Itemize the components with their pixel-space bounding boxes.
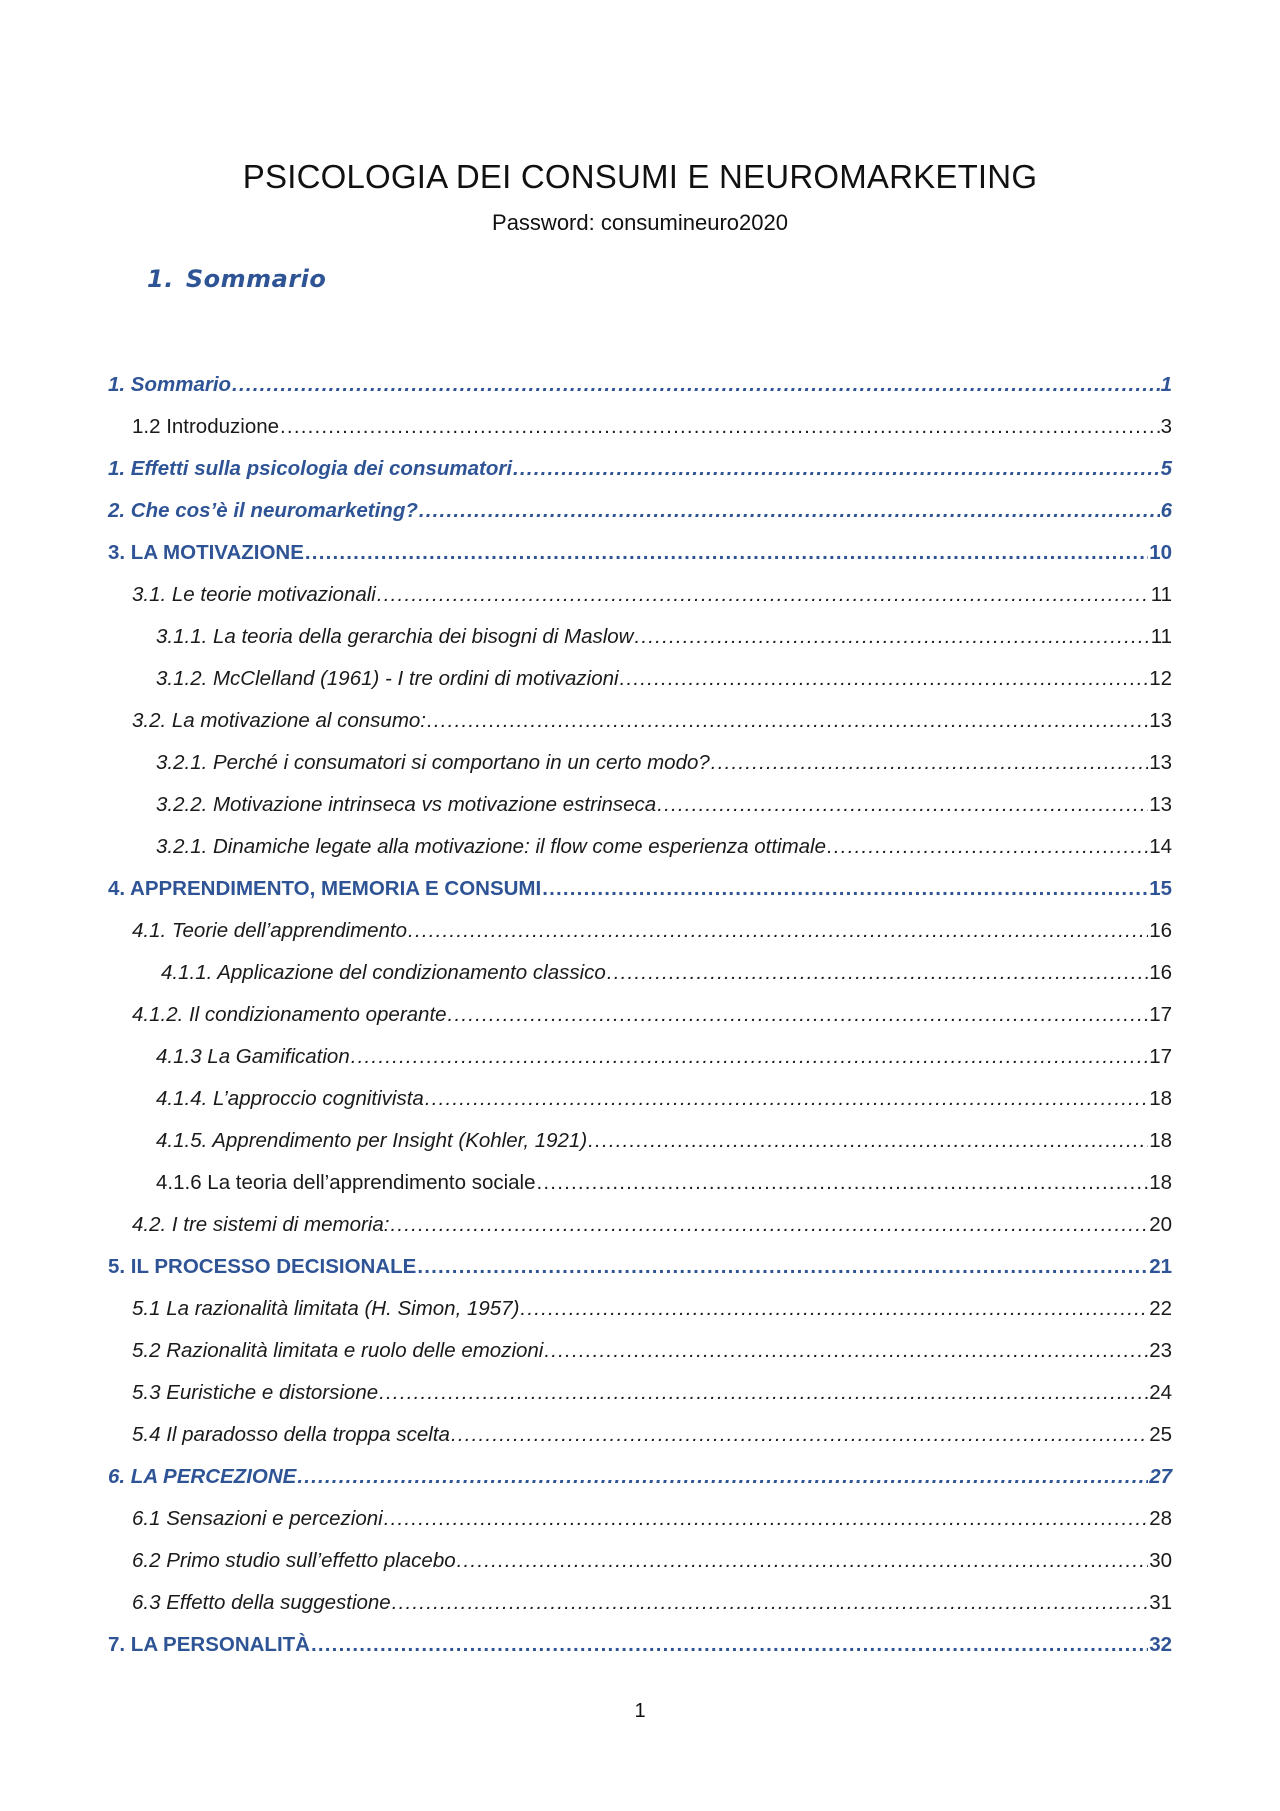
toc-entry[interactable] — [132, 583, 1172, 625]
toc-entry[interactable] — [132, 1507, 1172, 1549]
toc-entry-page: 17 — [1149, 1003, 1172, 1026]
toc-entry[interactable] — [108, 499, 1172, 541]
heading-text: Sommario — [185, 265, 327, 293]
toc-entry-label: 4.1. Teorie dell’apprendimento — [132, 919, 408, 942]
toc-entry[interactable] — [132, 1213, 1172, 1255]
toc-entry-label: 1.2 Introduzione — [132, 415, 280, 438]
toc-entry-label: 3.2. La motivazione al consumo: — [132, 709, 426, 732]
toc-entry[interactable] — [108, 1255, 1172, 1297]
toc-entry[interactable] — [132, 1003, 1172, 1045]
toc-entry-page: 13 — [1149, 793, 1172, 816]
toc-entry-page: 32 — [1149, 1633, 1172, 1656]
toc-entry[interactable] — [108, 541, 1172, 583]
toc-entry[interactable] — [132, 1297, 1172, 1339]
toc-entry-page: 11 — [1150, 625, 1172, 648]
toc-entry-page: 3 — [1160, 415, 1172, 438]
toc-entry-page: 1 — [1160, 373, 1172, 396]
page-number: 1 — [634, 1700, 646, 1722]
toc-entry[interactable] — [132, 1381, 1172, 1423]
toc-entry-label: 5. IL PROCESSO DECISIONALE — [108, 1255, 417, 1278]
document-title: PSICOLOGIA DEI CONSUMI E NEUROMARKETING — [242, 158, 1038, 195]
toc-entry-page: 14 — [1149, 835, 1172, 858]
toc-entry[interactable] — [108, 1633, 1172, 1675]
toc-entry-label: 6.1 Sensazioni e percezioni — [132, 1507, 383, 1530]
toc-entry-page: 13 — [1149, 709, 1172, 732]
toc-entry[interactable] — [156, 793, 1172, 835]
toc-entry-label: 3.1.2. McClelland (1961) - I tre ordini di motivazioni — [156, 667, 619, 690]
toc-entry[interactable] — [156, 1045, 1172, 1087]
toc-entry-label: 4.1.2. Il condizionamento operante — [132, 1003, 447, 1026]
toc-entry-label: 6.2 Primo studio sull’effetto placebo — [132, 1549, 456, 1572]
heading-number: 1. — [147, 265, 174, 293]
toc-entry[interactable] — [132, 415, 1172, 457]
toc-entry-label: 3.2.1. Perché i consumatori si comportano in un certo modo? — [156, 751, 710, 774]
toc-entry-label: 6. LA PERCEZIONE — [108, 1465, 297, 1488]
toc-entry-label: 5.4 Il paradosso della troppa scelta — [132, 1423, 450, 1446]
toc-entry[interactable] — [108, 457, 1172, 499]
toc-entry-label: 2. Che cos’è il neuromarketing? — [108, 499, 418, 522]
toc-entry-label: 5.3 Euristiche e distorsione — [132, 1381, 379, 1404]
toc-entry-label: 4.1.3 La Gamification — [156, 1045, 350, 1068]
toc-entry-label: 3. LA MOTIVAZIONE — [108, 541, 304, 564]
toc-entry-page: 11 — [1150, 583, 1172, 606]
toc-entry-label: 7. LA PERSONALITÀ — [108, 1633, 310, 1656]
toc-entry-label: 4.1.6 La teoria dell’apprendimento sociale — [156, 1171, 536, 1194]
toc-entry-page: 18 — [1149, 1171, 1172, 1194]
toc-entry-page: 6 — [1160, 499, 1172, 522]
toc-entry-page: 18 — [1149, 1087, 1172, 1110]
toc-entry[interactable] — [156, 1171, 1172, 1213]
password-line: Password: consumineuro2020 — [492, 210, 788, 235]
toc-entry[interactable] — [156, 667, 1172, 709]
toc-entry[interactable] — [132, 1423, 1172, 1465]
toc-entry[interactable] — [132, 1339, 1172, 1381]
toc-entry-page: 13 — [1149, 751, 1172, 774]
toc-entry-label: 5.2 Razionalità limitata e ruolo delle emozioni — [132, 1339, 544, 1362]
toc-entry-label: 4.1.4. L’approccio cognitivista — [156, 1087, 424, 1110]
toc-entry[interactable] — [156, 751, 1172, 793]
toc-entry-label: 4.1.1. Applicazione del condizionamento classico — [161, 961, 606, 984]
toc-entry[interactable] — [156, 625, 1172, 667]
toc-entry-label: 4. APPRENDIMENTO, MEMORIA E CONSUMI — [108, 877, 542, 900]
toc-entry-label: 4.2. I tre sistemi di memoria: — [132, 1213, 390, 1236]
toc-entry[interactable] — [132, 1591, 1172, 1633]
toc-entry-label: 3.2.2. Motivazione intrinseca vs motivazione estrinseca — [156, 793, 657, 816]
toc-entry-label: 5.1 La razionalità limitata (H. Simon, 1957) — [132, 1297, 520, 1320]
sommario-heading — [147, 265, 326, 293]
toc-entry-page: 10 — [1149, 541, 1172, 564]
toc-entry-page: 27 — [1149, 1465, 1172, 1488]
toc-entry-page: 12 — [1149, 667, 1172, 690]
toc-entry-page: 28 — [1149, 1507, 1172, 1530]
toc-entry[interactable] — [132, 1549, 1172, 1591]
toc-entry-label: 1. Sommario — [108, 373, 232, 396]
toc-entry-page: 5 — [1160, 457, 1172, 480]
toc-entry-page: 30 — [1149, 1549, 1172, 1572]
toc-entry[interactable] — [108, 877, 1172, 919]
toc-entry-page: 21 — [1149, 1255, 1172, 1278]
toc-entry[interactable] — [132, 709, 1172, 751]
toc-entry-label: 1. Effetti sulla psicologia dei consumatori — [108, 457, 513, 480]
toc-entry-page: 17 — [1149, 1045, 1172, 1068]
toc-entry-page: 23 — [1149, 1339, 1172, 1362]
toc-entry[interactable] — [108, 1465, 1172, 1507]
toc-entry-page: 15 — [1149, 877, 1172, 900]
toc-entry[interactable] — [156, 1129, 1172, 1171]
toc-entry[interactable] — [156, 1087, 1172, 1129]
toc-entry-page: 31 — [1149, 1591, 1172, 1614]
toc-entry-label: 3.1. Le teorie motivazionali — [132, 583, 376, 606]
toc-entry[interactable] — [132, 919, 1172, 961]
toc-entry-label: 4.1.5. Apprendimento per Insight (Kohler, 1921) — [156, 1129, 588, 1152]
toc-entry[interactable] — [161, 961, 1172, 1003]
toc-entry-page: 20 — [1149, 1213, 1172, 1236]
toc-entry[interactable] — [156, 835, 1172, 877]
toc-entry-page: 24 — [1149, 1381, 1172, 1404]
toc-entry-page: 25 — [1149, 1423, 1172, 1446]
toc-entry-page: 18 — [1149, 1129, 1172, 1152]
toc-entry-label: 3.2.1. Dinamiche legate alla motivazione: il flow come esperienza ottimale — [156, 835, 827, 858]
toc-entry[interactable] — [108, 373, 1172, 415]
toc-entry-page: 22 — [1149, 1297, 1172, 1320]
toc-entry-page: 16 — [1149, 961, 1172, 984]
toc-entry-label: 6.3 Effetto della suggestione — [132, 1591, 391, 1614]
toc-entry-label: 3.1.1. La teoria della gerarchia dei bisogni di Maslow — [156, 625, 634, 648]
toc-entry-page: 16 — [1149, 919, 1172, 942]
